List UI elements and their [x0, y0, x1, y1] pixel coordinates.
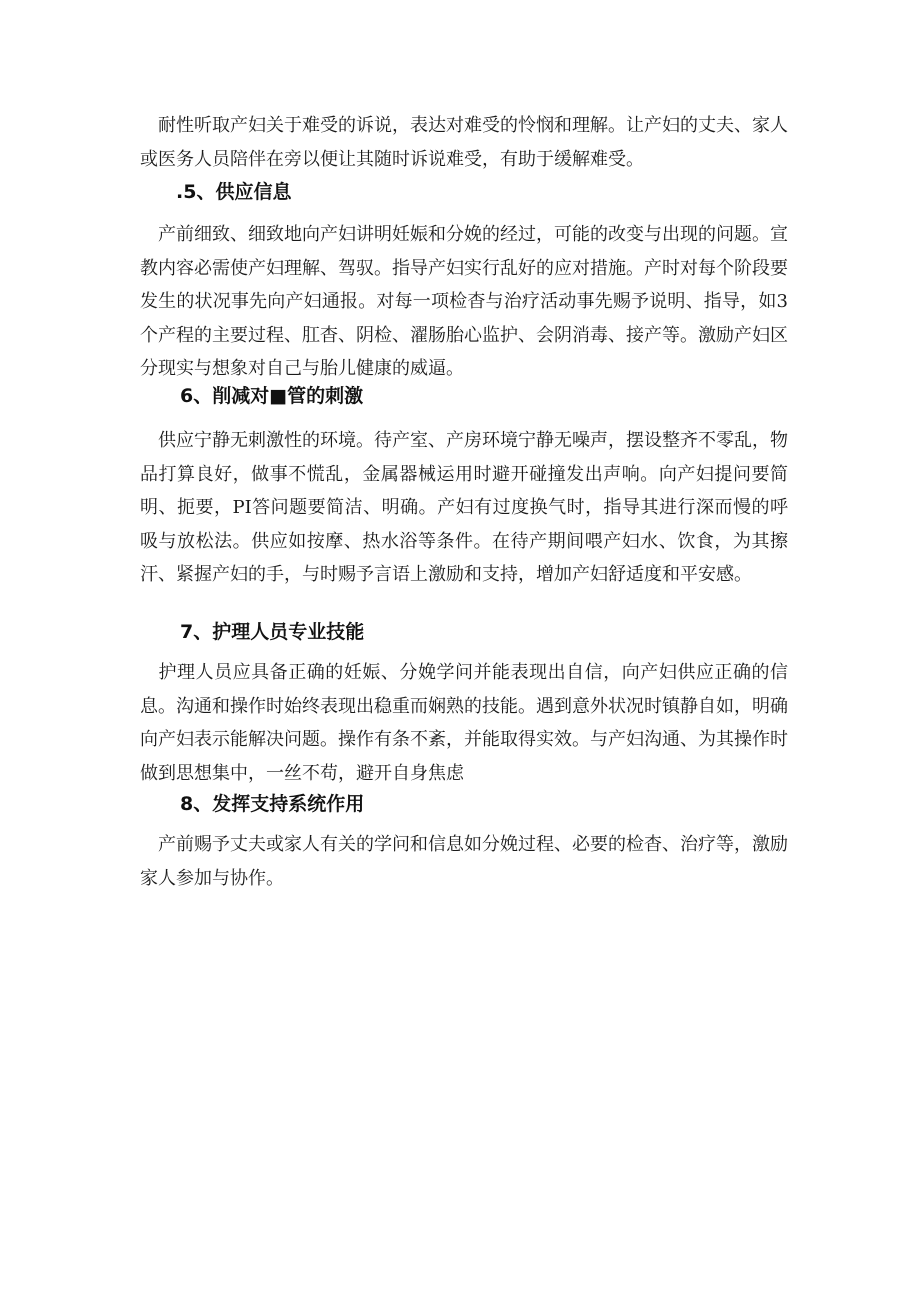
paragraph-nursing-skills: 护理人员应具备正确的妊娠、分娩学问并能表现出自信，向产妇供应正确的信息。沟通和操作时始终表现出稳重而娴熟的技能。遇到意外状况时镇静自如，明确向产妇表示能解决问题。操作有条不紊，并能取得实效。与产妇沟通、为其操作时做到思想集中，一丝不苟，避开自身焦虑: [140, 662, 788, 784]
section-heading-6: 6、削减对■管的刺激: [180, 385, 364, 407]
paragraph-comfort-listening: 耐性听取产妇关于难受的诉说，表达对难受的怜悯和理解。让产妇的丈夫、家人或医务人员陪伴在旁以便让其随时诉说难受，有助于缓解难受。: [140, 115, 788, 170]
paragraph-support-system: 产前赐予丈夫或家人有关的学问和信息如分娩过程、必要的检杳、治疗等，激励家人参加与协作。: [140, 834, 788, 889]
section-heading-5: .5、供应信息: [176, 181, 292, 203]
paragraph-provide-information: 产前细致、细致地向产妇讲明妊娠和分娩的经过，可能的改变与出现的问题。宣教内容必需使产妇理解、驾驭。指导产妇实行乱好的应对措施。产时对每个阶段要发生的状况事先向产妇通报。对每一项检杳与治疗活动事先赐予说明、指导，如3个产程的主要过程、肛杳、阴检、濯肠胎心监护、会阴消毒、接产等。激励产妇区分现实与想象对自己与胎儿健康的威逼。: [140, 224, 788, 379]
section-heading-8: 8、发挥支持系统作用: [180, 793, 365, 815]
section-heading-7: 7、护理人员专业技能: [180, 621, 365, 643]
paragraph-reduce-stimulation: 供应宁静无刺激性的环境。待产室、产房环境宁静无噪声，摆设整齐不零乱，物品打算良好，做事不慌乱，金属器械运用时避开碰撞发出声响。向产妇提问要简明、扼要，PI答问题要简洁、明确。产妇有过度换气时，指导其进行深而慢的呼吸与放松法。供应如按摩、热水浴等条件。在待产期间喂产妇水、饮食，为其擦汗、紧握产妇的手，与时赐予言语上激励和支持，增加产妇舒适度和平安感。: [140, 430, 788, 585]
